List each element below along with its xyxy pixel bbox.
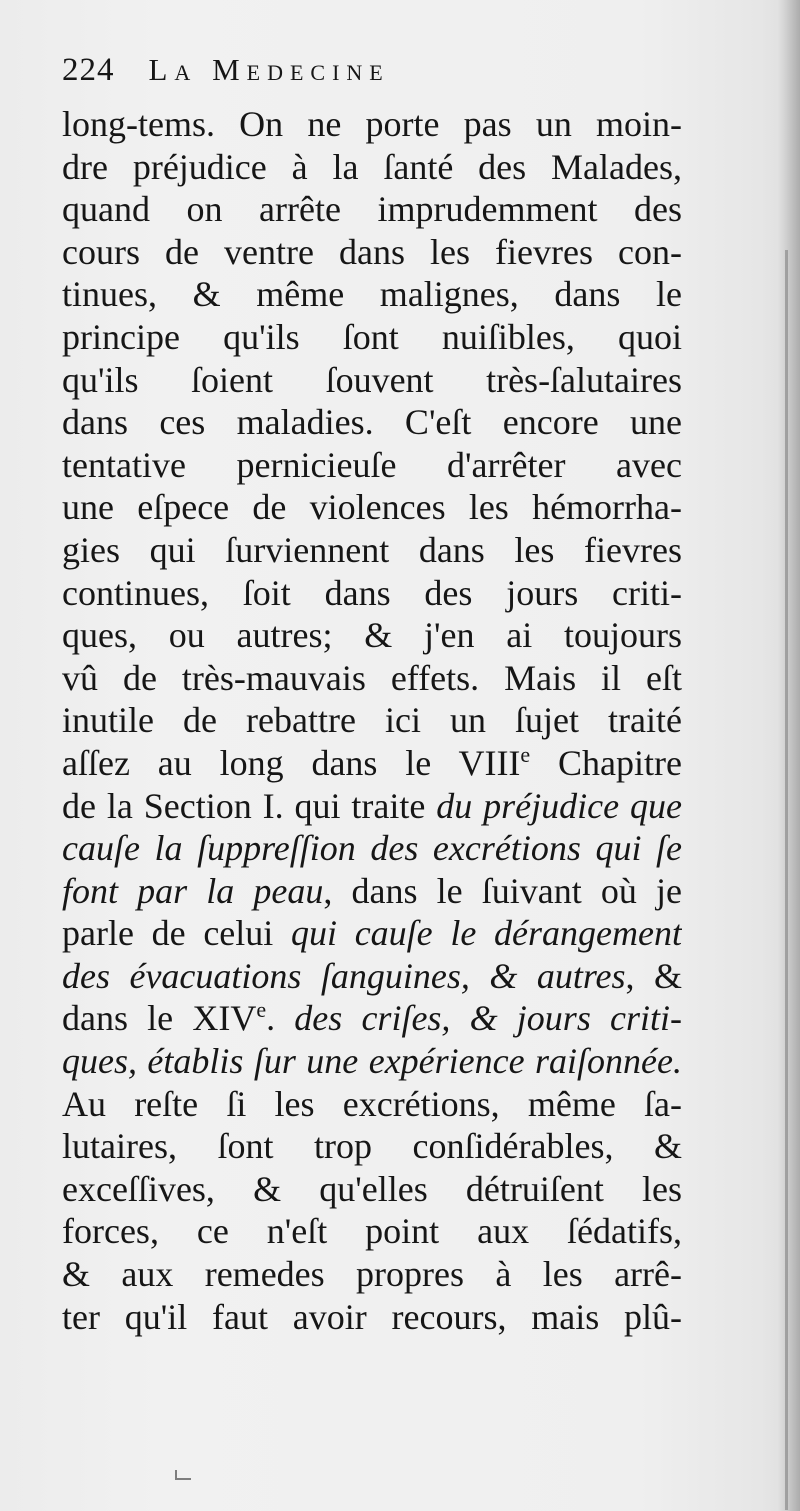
text-line: [62, 997, 682, 1040]
text-line: cours de ventre dans les fievres con-: [62, 231, 682, 272]
italic-run: des criſes, & jours criti-: [294, 998, 682, 1039]
italic-run: font par la peau: [62, 870, 324, 911]
text-line: forces, ce n'eſt point aux ſédatifs,: [62, 1211, 682, 1252]
text-line: ques, ou autres; & j'en ai toujours: [62, 615, 682, 656]
body-text: [62, 103, 682, 1338]
superscript: e: [256, 997, 267, 1023]
text-run: aſſez au long dans le VIII: [62, 742, 521, 783]
margin-mark: [175, 1470, 191, 1480]
text-line: continues, ſoit dans des jours criti-: [62, 572, 682, 613]
text-line: gies qui ſurviennent dans les fievres: [62, 529, 682, 570]
text-line: dre préjudice à la ſanté des Malades,: [62, 146, 682, 187]
text-line: inutile de rebattre ici un ſujet traité: [62, 700, 682, 741]
text-line: long-tems. On ne porte pas un moin-: [62, 104, 682, 144]
text-line: dans ces maladies. C'eſt encore une: [62, 402, 682, 443]
text-line: tinues, & même malignes, dans le: [62, 274, 682, 315]
text-line: lutaires, ſont trop conſidérables, &: [62, 1126, 682, 1167]
text-line: ques, établis ſur une expérience raiſonnée.: [62, 1041, 682, 1082]
text-line: [62, 870, 682, 913]
text-run: parle de celui: [62, 913, 291, 954]
page-number: 224: [62, 52, 115, 88]
text-line: une eſpece de violences les hémorrha-: [62, 487, 682, 528]
page-header: [62, 52, 662, 106]
text-run: .: [266, 998, 295, 1039]
text-line: exceſſives, & qu'elles détruiſent les: [62, 1168, 682, 1209]
text-line: [62, 955, 682, 998]
text-run: , dans le ſuivant où je: [323, 870, 682, 911]
italic-run: des évacuations ſanguines, & autres: [62, 955, 626, 996]
superscript: e: [520, 741, 531, 767]
text-run: de la Section I. qui traite: [62, 785, 437, 826]
running-head: La Medecine: [148, 52, 390, 87]
text-line: Au reſte ſi les excrétions, même ſa-: [62, 1083, 682, 1124]
text-line: [62, 742, 682, 785]
italic-run: qui cauſe le dérangement: [291, 913, 682, 954]
text-line: ter qu'il faut avoir recours, mais plû-: [62, 1296, 682, 1337]
text-run: Chapitre: [530, 742, 682, 783]
spine-shadow: [778, 0, 800, 1511]
text-line: quand on arrête imprudemment des: [62, 189, 682, 230]
text-line: [62, 785, 682, 828]
text-run: , &: [625, 955, 682, 996]
text-line: vû de très-mauvais effets. Mais il eſt: [62, 657, 682, 698]
text-line: qu'ils ſoient ſouvent très-ſalutaires: [62, 359, 682, 400]
text-line: tentative pernicieuſe d'arrêter avec: [62, 444, 682, 485]
text-line: & aux remedes propres à les arrê-: [62, 1254, 682, 1295]
text-line: principe qu'ils ſont nuiſibles, quoi: [62, 316, 682, 357]
text-line: cauſe la ſuppreſſion des excrétions qui ſe: [62, 828, 682, 869]
text-line: [62, 912, 682, 955]
spine-edge: [785, 250, 788, 1510]
italic-run: du préjudice que: [436, 785, 682, 826]
text-run: dans le XIV: [62, 998, 257, 1039]
